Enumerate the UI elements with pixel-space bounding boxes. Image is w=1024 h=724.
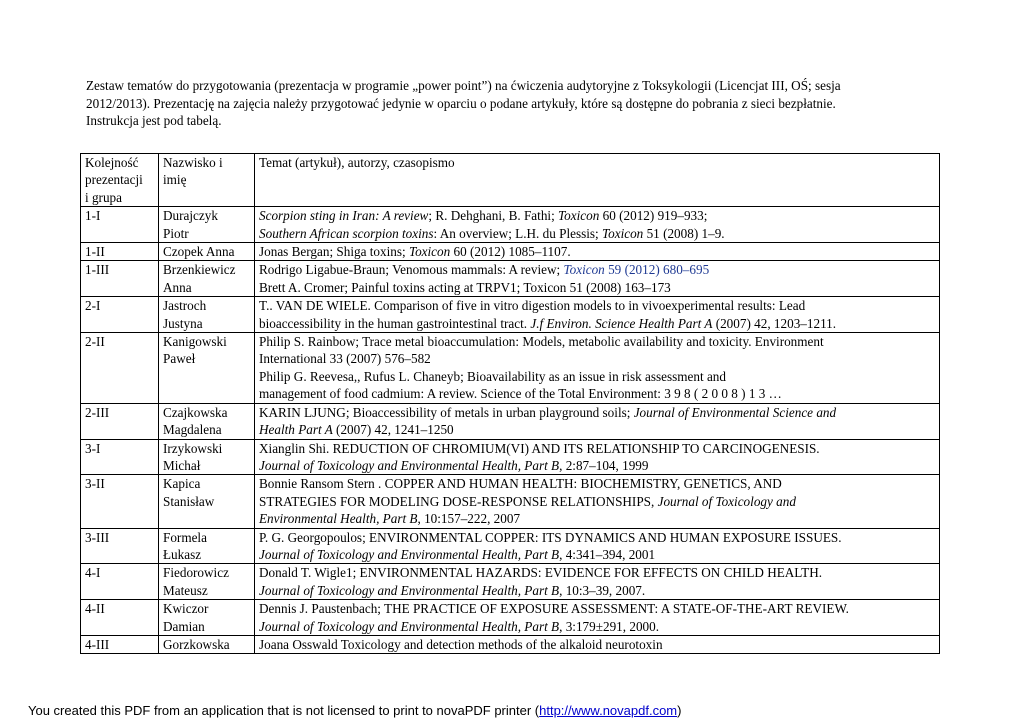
header-name-line: imię — [163, 172, 187, 188]
name-line: Michał — [163, 457, 201, 473]
topic-line — [259, 279, 935, 296]
cell-topic — [255, 297, 940, 333]
topic-line — [259, 261, 935, 278]
topic-text-segment: Journal of Toxicology and — [657, 493, 796, 509]
table-row — [81, 261, 940, 297]
cell-name — [159, 564, 255, 600]
topic-text-segment: Philip S. Rainbow; Trace metal bioaccumulation: Models, metabolic availability and toxicity. Environment — [259, 334, 824, 350]
name-line: Magdalena — [163, 422, 222, 438]
name-line: Czajkowska — [163, 404, 228, 420]
name-line: Łukasz — [163, 546, 202, 562]
table-header-row — [81, 154, 940, 207]
footer-notice — [28, 703, 681, 718]
topic-text-segment: Health Part A — [259, 422, 333, 438]
topic-line — [259, 385, 935, 402]
topic-line — [259, 582, 935, 599]
topic-line — [259, 529, 935, 546]
topic-line — [259, 440, 935, 457]
table-row — [81, 297, 940, 333]
name-line: Czopek Anna — [163, 244, 235, 260]
name-line: Kwiczor — [163, 601, 209, 617]
cell-name — [159, 635, 255, 653]
cell-name — [159, 439, 255, 475]
topic-text-segment: Toxicon — [602, 225, 644, 241]
topic-line — [259, 636, 935, 653]
topic-text-segment: : An overview; L.H. du Plessis; — [433, 225, 602, 241]
cell-name — [159, 600, 255, 636]
cell-order: 3-II — [81, 475, 159, 528]
topic-text-segment: , 10:3–39, 2007. — [559, 582, 646, 598]
name-line: Fiedorowicz — [163, 565, 229, 581]
cell-topic — [255, 333, 940, 404]
header-order-line: prezentacji — [85, 172, 143, 188]
topic-line — [259, 421, 935, 438]
name-line: Piotr — [163, 225, 189, 241]
topic-text-segment: Donald T. Wigle1; ENVIRONMENTAL HAZARDS: EVIDENCE FOR EFFECTS ON CHILD HEALTH. — [259, 565, 823, 581]
table-row — [81, 439, 940, 475]
topic-text-segment: Journal of Toxicology and Environmental Health, Part B — [259, 457, 560, 473]
topic-line — [259, 600, 935, 617]
cell-order: 3-III — [81, 528, 159, 564]
topic-text-segment: , 2:87–104, 1999 — [559, 457, 649, 473]
topic-text-segment: Xianglin Shi. REDUCTION OF CHROMIUM(VI) AND ITS RELATIONSHIP TO CARCINOGENESIS. — [259, 440, 820, 456]
topic-text-segment: Toxicon — [558, 208, 600, 224]
cell-topic — [255, 439, 940, 475]
topic-text-segment: STRATEGIES FOR MODELING DOSE-RESPONSE RELATIONSHIPS, — [259, 493, 658, 509]
topic-text-segment: , 10:157–222, 2007 — [417, 511, 521, 527]
cell-order: 4-I — [81, 564, 159, 600]
topic-text-segment: P. G. Georgopoulos; ENVIRONMENTAL COPPER: ITS DYNAMICS AND HUMAN EXPOSURE ISSUES. — [259, 529, 842, 545]
topics-table — [80, 153, 940, 654]
topic-text-segment: 60 (2012) 919–933; — [599, 208, 708, 224]
header-name — [159, 154, 255, 207]
name-line: Justyna — [163, 315, 203, 331]
topic-text-segment: Philip G. Reevesa,, Rufus L. Chaneyb; Bioavailability as an issue in risk assessment and — [259, 368, 726, 384]
topic-line — [259, 225, 935, 242]
topic-text-segment: Journal of Environmental Science and — [633, 404, 837, 420]
cell-topic — [255, 243, 940, 261]
topic-text-segment: bioaccessibility in the human gastrointestinal tract. — [259, 315, 531, 331]
name-line: Irzykowski — [163, 440, 223, 456]
cell-name — [159, 333, 255, 404]
header-name-line: Nazwisko i — [163, 155, 223, 170]
cell-name — [159, 475, 255, 528]
topic-line — [259, 564, 935, 581]
header-order-line: Kolejność — [85, 155, 139, 170]
name-line: Formela — [163, 529, 207, 545]
table-row — [81, 207, 940, 243]
cell-topic — [255, 475, 940, 528]
topic-line — [259, 315, 935, 332]
topic-line — [259, 350, 935, 367]
topic-line — [259, 207, 935, 224]
footer-text-end: ) — [677, 703, 682, 718]
table-row — [81, 243, 940, 261]
cell-topic — [255, 564, 940, 600]
novapdf-link[interactable]: http://www.novapdf.com — [539, 703, 678, 718]
topic-line — [259, 243, 935, 260]
topic-text-segment: ; R. Dehghani, B. Fathi; — [428, 208, 559, 224]
topic-text-segment: (2007) 42, 1203–1211. — [712, 315, 837, 331]
name-line: Stanisław — [163, 493, 215, 509]
table-body — [81, 207, 940, 654]
topic-text-segment: Journal of Toxicology and Environmental Health, Part B — [259, 618, 560, 634]
topic-text-segment: KARIN LJUNG; Bioaccessibility of metals in urban playground soils; — [259, 404, 634, 420]
topic-text-segment: , 4:341–394, 2001 — [559, 546, 656, 562]
topic-text-segment: Rodrigo Ligabue-Braun; Venomous mammals: A review; — [259, 262, 564, 278]
header-topic: Temat (artykuł), autorzy, czasopismo — [255, 154, 940, 207]
topic-line — [259, 457, 935, 474]
topic-line — [259, 493, 935, 510]
topic-text-segment: Toxicon — [408, 244, 451, 260]
topic-text-segment: T.. VAN DE WIELE. Comparison of five in vitro digestion models to in vivoexperimental results: Lead — [259, 298, 806, 314]
cell-topic — [255, 403, 940, 439]
name-line: Gorzkowska — [163, 636, 230, 652]
name-line: Kapica — [163, 476, 201, 492]
cell-order: 3-I — [81, 439, 159, 475]
table-row — [81, 403, 940, 439]
intro-line: Zestaw tematów do przygotowania (prezentacja w programie „power point”) na ćwiczenia audytoryjne z Toksykologii (Licencjat III, OŚ; sesja — [86, 78, 841, 93]
topic-text-segment: J.f Environ. Science Health Part A — [530, 315, 713, 331]
cell-name — [159, 243, 255, 261]
cell-order: 4-III — [81, 635, 159, 653]
name-line: Brzenkiewicz — [163, 262, 236, 278]
intro-line: Instrukcja jest pod tabelą. — [86, 113, 222, 128]
name-line: Jastroch — [163, 298, 207, 314]
topic-line — [259, 475, 935, 492]
topic-line — [259, 618, 935, 635]
table-row — [81, 635, 940, 653]
topic-line — [259, 333, 935, 350]
name-line: Kanigowski — [163, 334, 227, 350]
topic-text-segment: Journal of Toxicology and Environmental Health, Part B — [259, 546, 560, 562]
name-line: Anna — [163, 279, 192, 295]
intro-line: 2012/2013). Prezentację na zajęcia należy przygotować jedynie w oparciu o podane artykuły, które są dostępne do pobrania z sieci bezpłatnie. — [86, 95, 836, 111]
cell-name — [159, 297, 255, 333]
cell-name — [159, 528, 255, 564]
cell-name — [159, 261, 255, 297]
topic-line — [259, 510, 935, 527]
cell-name — [159, 403, 255, 439]
topic-text-segment: (2007) 42, 1241–1250 — [332, 422, 454, 438]
cell-topic — [255, 207, 940, 243]
topic-line — [259, 546, 935, 563]
topic-text-segment: Southern African scorpion toxins — [259, 225, 434, 241]
cell-order: 4-II — [81, 600, 159, 636]
cell-order: 1-III — [81, 261, 159, 297]
topic-text-segment: Environmental Health, Part B — [259, 511, 418, 527]
header-order-line: i grupa — [85, 189, 122, 205]
topic-text-segment: 60 (2012) 1085–1107. — [450, 244, 571, 260]
footer-text: You created this PDF from an application that is not licensed to print to novaPDF printer ( — [28, 703, 540, 718]
cell-name — [159, 207, 255, 243]
name-line: Mateusz — [163, 582, 208, 598]
cell-topic — [255, 600, 940, 636]
header-order — [81, 154, 159, 207]
topic-text-segment: Journal of Toxicology and Environmental Health, Part B — [259, 582, 560, 598]
topic-text-segment: Bonnie Ransom Stern . COPPER AND HUMAN HEALTH: BIOCHEMISTRY, GENETICS, AND — [259, 476, 782, 492]
cell-topic — [255, 635, 940, 653]
name-line: Damian — [163, 618, 205, 634]
table-row — [81, 528, 940, 564]
topic-text-segment: Jonas Bergan; Shiga toxins; — [259, 244, 409, 260]
topic-text-segment: management of food cadmium: A review. Science of the Total Environment: 3 9 8 ( 2 0 0 8 ) 1 3 … — [259, 386, 782, 402]
topic-line — [259, 404, 935, 421]
topic-text-segment: Joana Osswald Toxicology and detection methods of the alkaloid neurotoxin — [259, 636, 663, 652]
topic-text-segment: Brett A. Cromer; Painful toxins acting at TRPV1; Toxicon 51 (2008) 163–173 — [259, 279, 671, 295]
name-line: Durajczyk — [163, 208, 218, 224]
cell-topic — [255, 528, 940, 564]
topic-text-segment: Toxicon — [563, 262, 605, 278]
intro-paragraph — [86, 77, 946, 130]
topic-text-segment: Scorpion sting in Iran: A review — [259, 208, 429, 224]
cell-order: 2-I — [81, 297, 159, 333]
cell-topic — [255, 261, 940, 297]
topic-text-segment: , 3:179±291, 2000. — [559, 618, 660, 634]
cell-order: 2-II — [81, 333, 159, 404]
topic-text-segment: 51 (2008) 1–9. — [643, 225, 725, 241]
table-row — [81, 600, 940, 636]
name-line: Paweł — [163, 351, 196, 367]
table-row — [81, 475, 940, 528]
topic-line — [259, 297, 935, 314]
topic-text-segment: Dennis J. Paustenbach; THE PRACTICE OF EXPOSURE ASSESSMENT: A STATE-OF-THE-ART REVIEW. — [259, 601, 849, 617]
cell-order: 1-I — [81, 207, 159, 243]
cell-order: 1-II — [81, 243, 159, 261]
topic-line — [259, 368, 935, 385]
topic-text-segment: 59 (2012) 680–695 — [604, 262, 710, 278]
topic-text-segment: International 33 (2007) 576–582 — [259, 351, 431, 367]
cell-order: 2-III — [81, 403, 159, 439]
table-row — [81, 333, 940, 404]
table-row — [81, 564, 940, 600]
